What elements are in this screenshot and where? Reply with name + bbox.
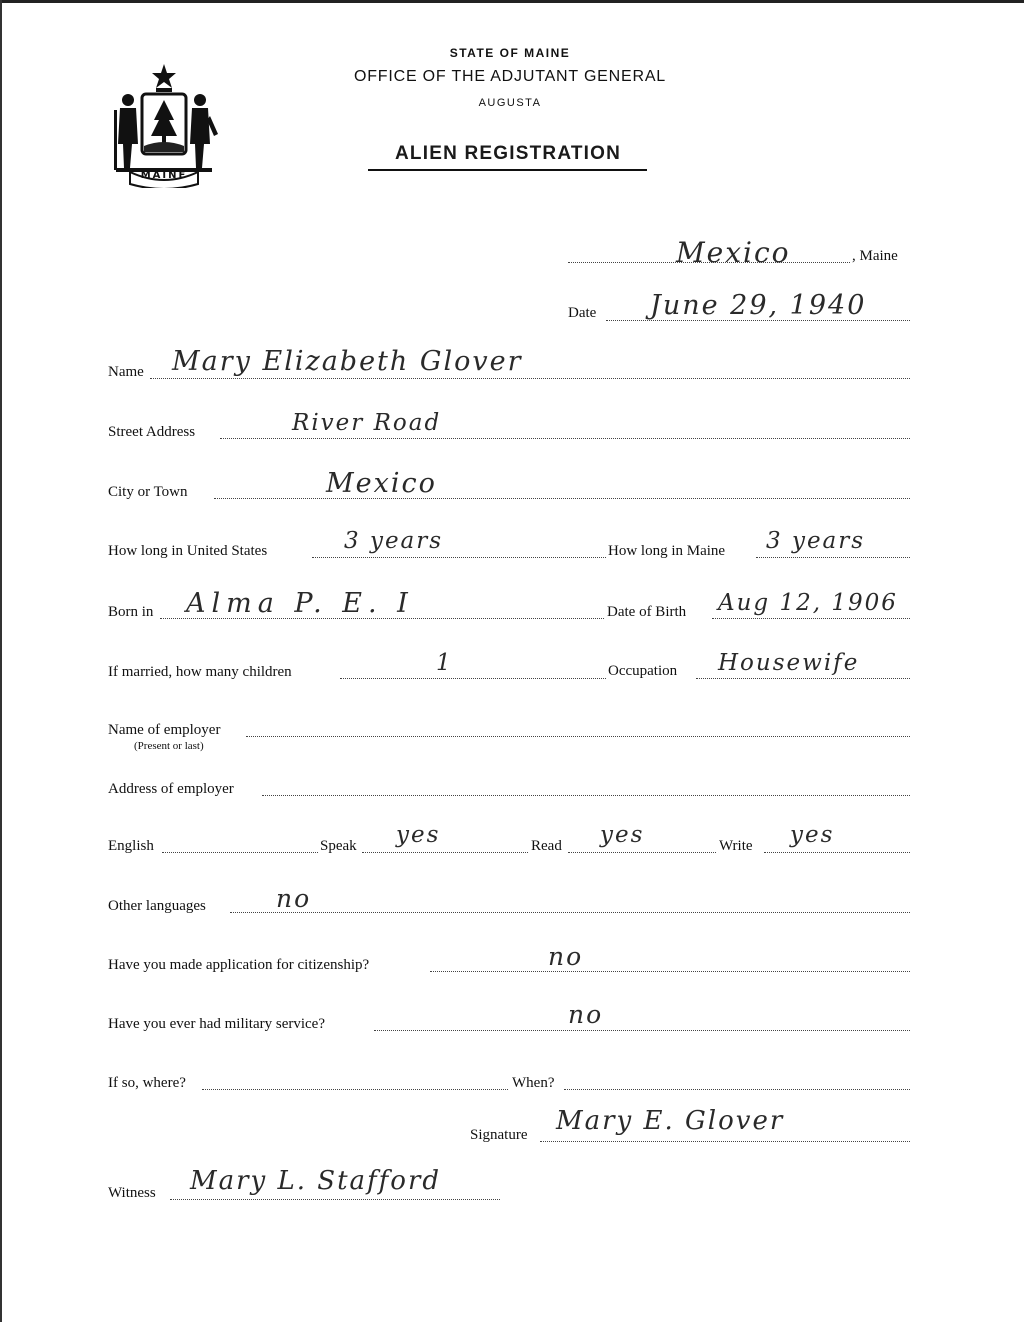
time-in-maine-label: How long in Maine bbox=[608, 543, 726, 559]
signature-label: Signature bbox=[470, 1127, 528, 1143]
time-in-us-field: 3 years bbox=[344, 528, 444, 554]
header-state: STATE OF MAINE bbox=[449, 46, 571, 60]
street-address-field: River Road bbox=[292, 410, 442, 436]
name-field: Mary Elizabeth Glover bbox=[172, 346, 523, 377]
children-label: If married, how many children bbox=[108, 664, 292, 680]
maine-state-seal-icon bbox=[106, 60, 222, 188]
form-title: ALIEN REGISTRATION bbox=[394, 143, 622, 164]
write-line bbox=[764, 852, 910, 853]
scan-edge-top bbox=[0, 0, 1024, 3]
when-line bbox=[564, 1089, 910, 1090]
name-field-line bbox=[150, 378, 910, 379]
employer-label: Name of employer bbox=[108, 722, 221, 738]
military-service-label: Have you ever had military service? bbox=[108, 1016, 325, 1032]
date-of-birth-line bbox=[712, 618, 910, 619]
other-languages-label: Other languages bbox=[108, 898, 206, 914]
speak-field: yes bbox=[396, 822, 441, 848]
speak-line bbox=[362, 852, 528, 853]
military-service-line bbox=[374, 1030, 910, 1031]
time-in-us-line bbox=[312, 557, 606, 558]
header-office: OFFICE OF THE ADJUTANT GENERAL bbox=[353, 68, 667, 85]
citizenship-line bbox=[430, 971, 910, 972]
street-address-line bbox=[220, 438, 910, 439]
witness-line bbox=[170, 1199, 500, 1200]
date-field: June 29, 1940 bbox=[650, 290, 867, 321]
time-in-maine-field: 3 years bbox=[766, 528, 866, 554]
town-suffix-label: , Maine bbox=[852, 248, 898, 264]
city-label: City or Town bbox=[108, 484, 188, 500]
english-line bbox=[162, 852, 318, 853]
children-field: 1 bbox=[436, 650, 453, 676]
signature-line bbox=[540, 1141, 910, 1142]
born-in-field: Alma P. E. I bbox=[186, 588, 414, 619]
street-address-label: Street Address bbox=[108, 424, 196, 440]
town-field: Mexico bbox=[676, 236, 791, 269]
signature-field: Mary E. Glover bbox=[556, 1106, 785, 1136]
other-languages-line bbox=[230, 912, 910, 913]
children-line bbox=[340, 678, 606, 679]
time-in-maine-line bbox=[756, 557, 910, 558]
city-field-line bbox=[214, 498, 910, 499]
occupation-field: Housewife bbox=[718, 650, 860, 676]
witness-field: Mary L. Stafford bbox=[190, 1166, 442, 1196]
title-underline bbox=[368, 169, 647, 171]
seal-ribbon-text: MAINE bbox=[140, 170, 188, 181]
occupation-line bbox=[696, 678, 910, 679]
city-field: Mexico bbox=[326, 468, 437, 499]
speak-label: Speak bbox=[320, 838, 357, 854]
read-label: Read bbox=[531, 838, 562, 854]
citizenship-field: no bbox=[548, 942, 584, 971]
born-in-label: Born in bbox=[108, 604, 154, 620]
header-city: AUGUSTA bbox=[478, 97, 542, 109]
occupation-label: Occupation bbox=[608, 663, 678, 679]
when-label: When? bbox=[512, 1075, 555, 1091]
date-of-birth-label: Date of Birth bbox=[607, 604, 687, 620]
read-field: yes bbox=[600, 822, 645, 848]
english-label: English bbox=[108, 838, 154, 854]
date-of-birth-field: Aug 12, 1906 bbox=[718, 590, 898, 616]
employer-sublabel: (Present or last) bbox=[134, 740, 204, 752]
write-label: Write bbox=[719, 838, 753, 854]
other-languages-field: no bbox=[276, 884, 312, 913]
name-label: Name bbox=[108, 364, 144, 380]
employer-address-line bbox=[262, 795, 910, 796]
if-so-where-line bbox=[202, 1089, 508, 1090]
scan-edge-left bbox=[0, 0, 2, 1322]
employer-address-label: Address of employer bbox=[108, 781, 234, 797]
write-field: yes bbox=[790, 822, 835, 848]
citizenship-label: Have you made application for citizenship? bbox=[108, 957, 370, 973]
date-label: Date bbox=[568, 305, 597, 321]
read-line bbox=[568, 852, 716, 853]
military-service-field: no bbox=[568, 1000, 604, 1029]
time-in-us-label: How long in United States bbox=[108, 543, 268, 559]
employer-line bbox=[246, 736, 910, 737]
if-so-where-label: If so, where? bbox=[108, 1075, 186, 1091]
witness-label: Witness bbox=[108, 1185, 156, 1201]
